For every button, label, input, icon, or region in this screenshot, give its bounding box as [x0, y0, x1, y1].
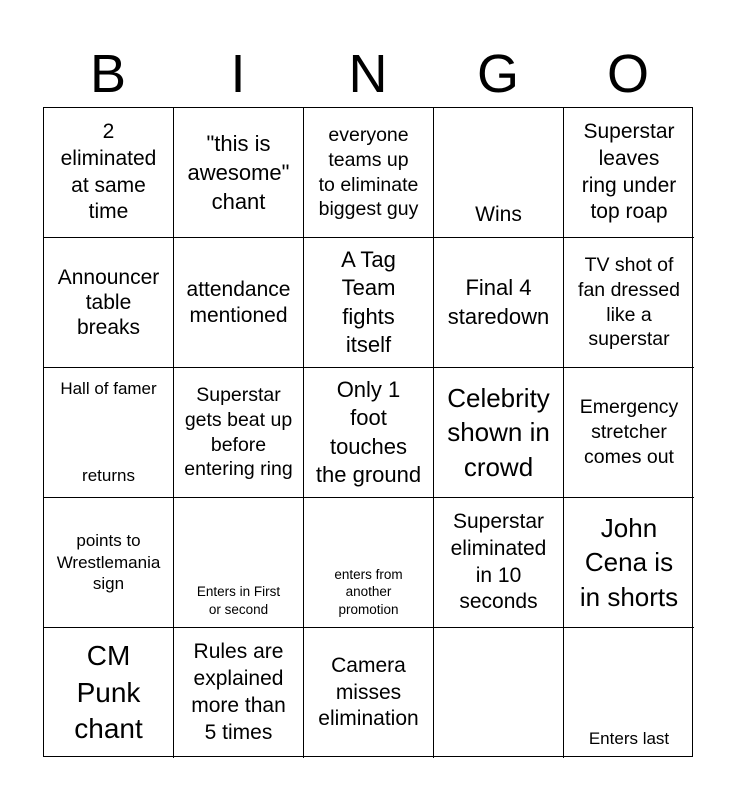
cell-text: Hall of famer: [60, 379, 157, 398]
bingo-cell-o3[interactable]: [564, 368, 694, 498]
cell-text: enters from another promotion: [334, 566, 403, 618]
cell-text: everyone teams up to eliminate biggest guy: [318, 123, 419, 221]
bingo-header: [43, 40, 693, 108]
bingo-cell-n4[interactable]: [304, 498, 434, 628]
cell-text: Celebrity shown in crowd: [447, 383, 550, 482]
bingo-cell-i4[interactable]: [174, 498, 304, 628]
bingo-cell-b4[interactable]: [44, 498, 174, 628]
cell-text: attendance mentioned: [186, 278, 291, 327]
cell-text: Enters last: [588, 729, 670, 749]
bingo-cell-b5[interactable]: [44, 628, 174, 758]
cell-text: points to Wrestlemania sign: [56, 530, 161, 594]
cell-text: Superstar gets beat up before entering ring: [184, 383, 293, 481]
bingo-cell-o1[interactable]: [564, 108, 694, 238]
cell-text: 2 eliminated at same time: [60, 119, 157, 224]
cell-text: Only 1 foot touches the ground: [315, 377, 422, 487]
bingo-cell-g3[interactable]: [434, 368, 564, 498]
cell-text: "this is awesome" chant: [187, 130, 290, 215]
header-letter-i: I: [230, 44, 246, 104]
cell-text: TV shot of fan dressed like a superstar: [578, 253, 680, 351]
header-letter-n: N: [348, 44, 388, 104]
cell-text: Rules are explained more than 5 times: [191, 640, 286, 744]
bingo-cell-i5[interactable]: [174, 628, 304, 758]
bingo-board: [43, 107, 693, 757]
bingo-cell-b3[interactable]: [44, 368, 174, 498]
bingo-cell-n3[interactable]: [304, 368, 434, 498]
cell-text: Announcer table breaks: [57, 265, 160, 340]
bingo-cell-b1[interactable]: [44, 108, 174, 238]
bingo-cell-o5[interactable]: [564, 628, 694, 758]
cell-text: Emergency stretcher comes out: [579, 396, 679, 468]
cell-text: Superstar eliminated in 10 seconds: [450, 509, 547, 614]
bingo-cell-n2[interactable]: [304, 238, 434, 368]
bingo-cell-g5[interactable]: [434, 628, 564, 758]
cell-text: Superstar leaves ring under top roap: [581, 119, 677, 224]
bingo-cell-g2[interactable]: [434, 238, 564, 368]
header-letter-g: G: [476, 44, 519, 104]
bingo-cell-b2[interactable]: [44, 238, 174, 368]
cell-text: Camera misses elimination: [318, 653, 419, 731]
header-letter-b: B: [89, 44, 127, 104]
cell-text: Wins: [475, 203, 522, 227]
cell-text: Enters in First or second: [196, 584, 281, 618]
cell-text: John Cena is in shorts: [579, 513, 679, 612]
cell-text: Final 4 staredown: [447, 275, 550, 329]
bingo-cell-i2[interactable]: [174, 238, 304, 368]
bingo-cell-i1[interactable]: [174, 108, 304, 238]
bingo-cell-n5[interactable]: [304, 628, 434, 758]
bingo-cell-i3[interactable]: [174, 368, 304, 498]
bingo-cell-g1[interactable]: [434, 108, 564, 238]
cell-text: A Tag Team fights itself: [341, 247, 396, 357]
bingo-cell-o2[interactable]: [564, 238, 694, 368]
cell-text: CM Punk chant: [74, 639, 143, 745]
cell-text-bottom: returns: [82, 466, 135, 486]
bingo-cell-o4[interactable]: [564, 498, 694, 628]
header-letter-o: O: [606, 44, 649, 104]
bingo-cell-n1[interactable]: [304, 108, 434, 238]
bingo-cell-g4[interactable]: [434, 498, 564, 628]
